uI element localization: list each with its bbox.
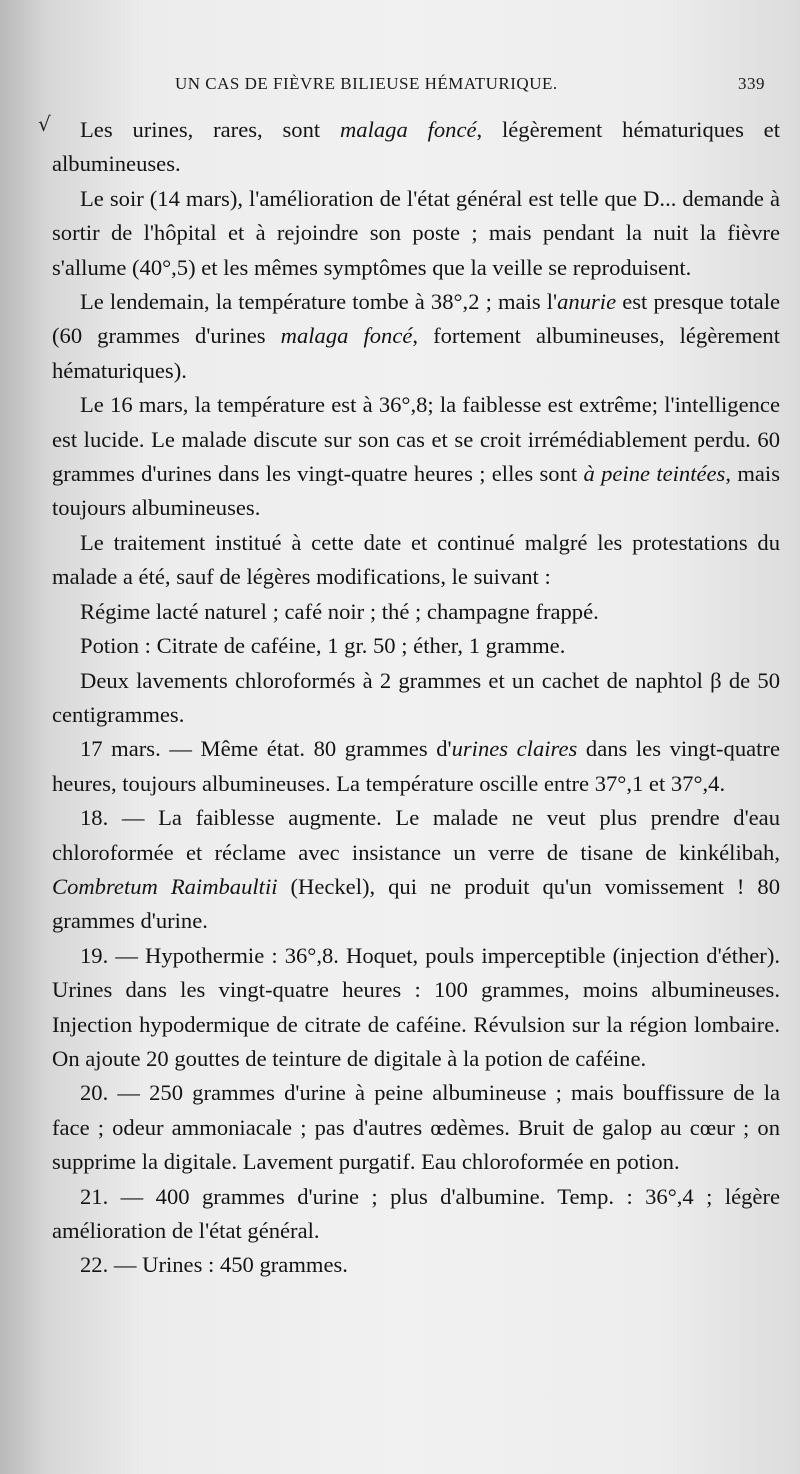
paragraph bbox=[52, 526, 780, 595]
italic-run: malaga foncé bbox=[339, 117, 477, 142]
paragraph bbox=[52, 664, 780, 733]
text-run: 22. — Urines : 450 grammes. bbox=[80, 1252, 348, 1278]
margin-mark: √ bbox=[38, 112, 51, 136]
paragraph bbox=[52, 113, 780, 182]
paragraph bbox=[52, 388, 780, 526]
italic-run: malaga foncé bbox=[280, 323, 413, 349]
text-run: Le soir (14 mars), l'amélioration de l'état général est telle que D... demande à sortir de l'hôpital et à rejoindre son poste ; mais pendant la nuit la fièvre s'allume (40°,5) et les mêmes symptômes que la veille se reproduisent. bbox=[52, 185, 780, 280]
paragraph bbox=[52, 1076, 780, 1179]
paragraph bbox=[52, 1248, 780, 1282]
text-run: Le lendemain, la température tombe à 38°,2 ; mais l' bbox=[80, 289, 558, 315]
text-run: est presque totale (60 grammes d'urines bbox=[52, 289, 780, 349]
paragraph bbox=[52, 939, 780, 1077]
italic-run: urines claires bbox=[451, 736, 578, 762]
page-number: 339 bbox=[738, 74, 765, 93]
text-run: Le 16 mars, la température est à 36°,8; la faiblesse est extrême; l'intelligence est lucide. Le malade discute sur son cas et se croit irrémédiablement perdu. 60 grammes d'urines dans les vingt-quatre heures ; elles sont bbox=[52, 392, 780, 487]
text-run: , mais toujours albumineuses. bbox=[52, 461, 780, 521]
paragraph bbox=[52, 595, 780, 629]
paragraph bbox=[52, 732, 780, 801]
text-run: (Heckel), qui ne produit qu'un vomissement ! 80 grammes d'urine. bbox=[52, 873, 780, 934]
paragraph bbox=[52, 801, 780, 939]
text-run: 18. — La faiblesse augmente. Le malade ne veut plus prendre d'eau chloroformée et réclame avec insistance un verre de tisane de kinkélibah, bbox=[52, 805, 780, 865]
text-run: , légèrement hématuriques et albumineuses. bbox=[52, 117, 780, 177]
text-run: , fortement albumineuses, légèrement hématuriques). bbox=[52, 323, 780, 383]
page-header bbox=[175, 74, 765, 94]
text-run: 21. — 400 grammes d'urine ; plus d'albumine. Temp. : 36°,4 ; légère amélioration de l'état général. bbox=[52, 1183, 780, 1243]
text-run: Le traitement institué à cette date et continué malgré les protestations du malade a été, sauf de légères modifications, le suivant : bbox=[52, 529, 780, 590]
text-run: Deux lavements chloroformés à 2 grammes et un cachet de naphtol β de 50 centigrammes. bbox=[52, 667, 780, 727]
text-run: Régime lacté naturel ; café noir ; thé ; champagne frappé. bbox=[80, 598, 599, 624]
italic-run: anurie bbox=[557, 289, 617, 315]
italic-run: à peine teintées bbox=[583, 461, 726, 487]
paragraph bbox=[52, 629, 780, 663]
text-run: dans les vingt-quatre heures, toujours albumineuses. La température oscille entre 37°,1 et 37°,4. bbox=[52, 736, 780, 796]
running-title: UN CAS DE FIÈVRE BILIEUSE HÉMATURIQUE. bbox=[175, 74, 558, 93]
paragraph bbox=[52, 285, 780, 388]
text-run: 17 mars. — Même état. 80 grammes d' bbox=[80, 736, 452, 762]
text-run: Les urines, rares, sont bbox=[80, 117, 340, 142]
text-run: 19. — Hypothermie : 36°,8. Hoquet, pouls imperceptible (injection d'éther). Urines dans les vingt-quatre heures : 100 grammes, moins albumineuses. Injection hypodermique de citrate de caféine. Révulsion sur la région lombaire. On ajoute 20 gouttes de teinture de digitale à la potion de caféine. bbox=[52, 942, 780, 1071]
paragraph bbox=[52, 1180, 780, 1249]
text-run: 20. — 250 grammes d'urine à peine albumineuse ; mais bouffissure de la face ; odeur ammoniacale ; pas d'autres œdèmes. Bruit de galop au cœur ; on supprime la digitale. Lavement purgatif. Eau chloroformée en potion. bbox=[52, 1080, 780, 1175]
text-run: Potion : Citrate de caféine, 1 gr. 50 ; éther, 1 gramme. bbox=[80, 633, 566, 659]
italic-run: Combretum Raimbaultii bbox=[52, 873, 278, 899]
body-text bbox=[52, 113, 780, 1283]
paragraph bbox=[52, 182, 780, 285]
